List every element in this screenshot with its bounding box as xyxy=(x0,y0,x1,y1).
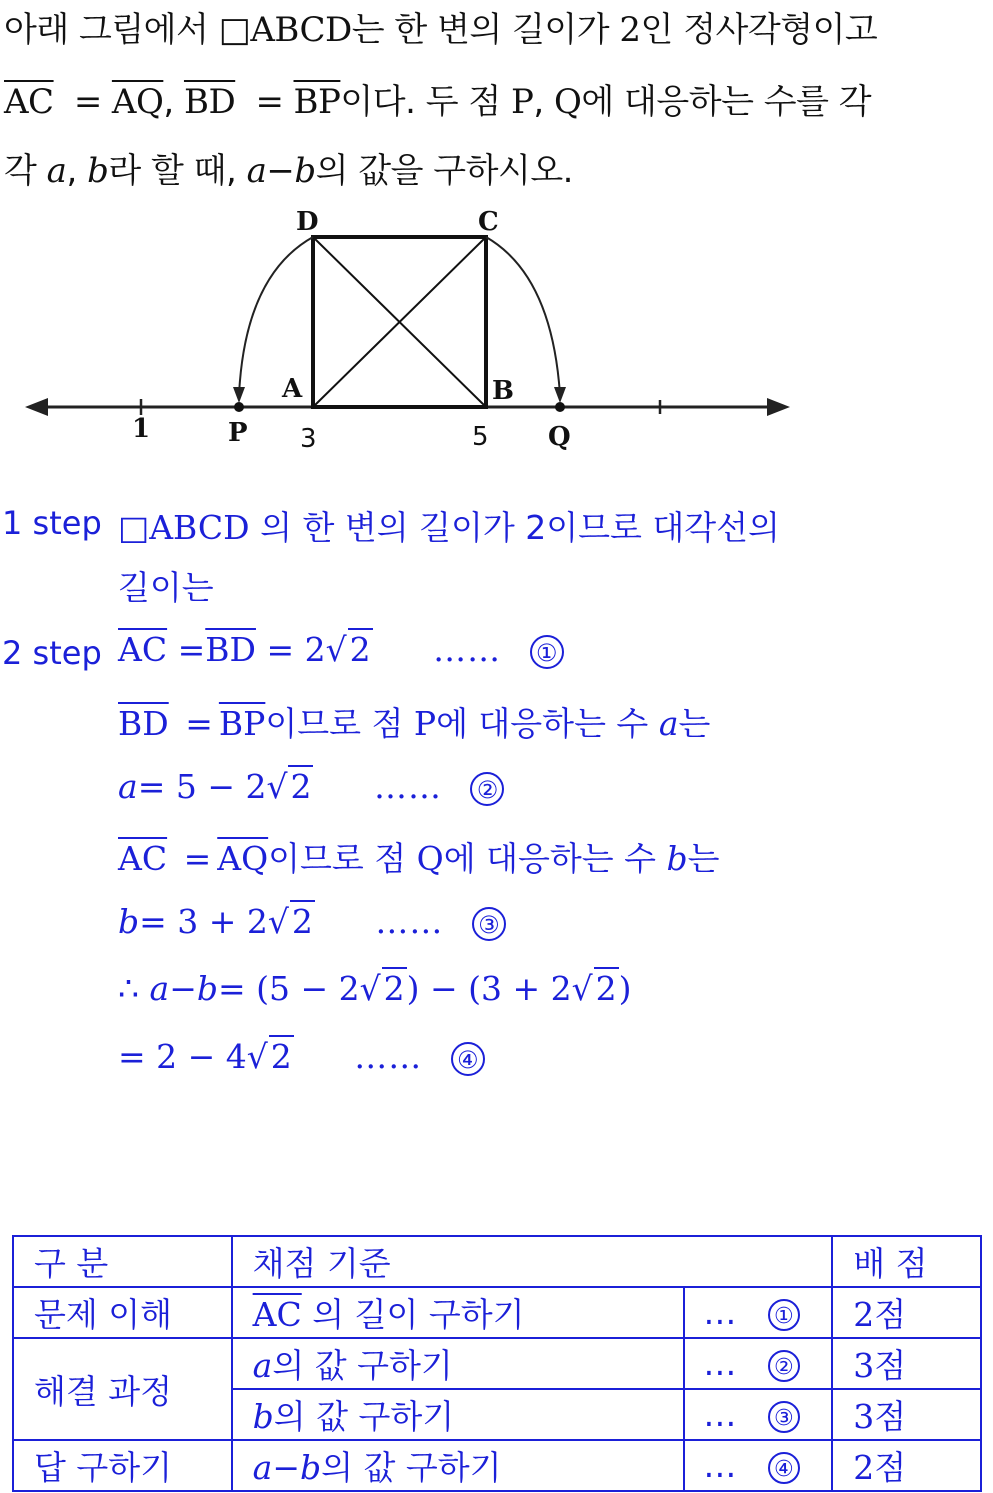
header-points: 배 점 xyxy=(832,1236,981,1287)
segment-bd: $\overline{BD}$ xyxy=(205,630,256,669)
ellipsis: …… xyxy=(354,1037,423,1076)
ellipsis: …… xyxy=(375,902,444,941)
row-criteria xyxy=(232,1389,685,1440)
row-mark xyxy=(684,1440,832,1491)
equals-sign: = xyxy=(73,82,102,122)
arc-c-to-q xyxy=(486,237,560,395)
mark-1: ① xyxy=(768,1299,800,1331)
solution-eq-final xyxy=(118,1035,485,1076)
radicand: 2 xyxy=(291,902,313,941)
expression: = (5 − 2 xyxy=(217,969,360,1008)
arc-d-to-p xyxy=(239,237,313,395)
table-header-row xyxy=(13,1236,981,1287)
ellipsis: …… xyxy=(373,767,442,806)
row-points: 2점 xyxy=(832,1440,981,1491)
mark-2: ② xyxy=(768,1350,800,1382)
var-b: b xyxy=(196,969,218,1008)
row-category: 해결 과정 xyxy=(13,1338,232,1440)
expression: = 3 + 2 xyxy=(139,902,268,941)
solution-eq-diff xyxy=(118,967,632,1008)
mark-3: ③ xyxy=(472,907,506,941)
problem-text: 인 정사각형이고 xyxy=(640,10,878,50)
comma: , xyxy=(66,151,77,191)
arc-arrow-q-icon xyxy=(554,387,566,403)
radicand: 2 xyxy=(349,630,371,669)
ellipsis: …… xyxy=(433,630,502,669)
label-c: C xyxy=(478,207,499,237)
equals-sign: = xyxy=(183,839,212,878)
point-q: Q xyxy=(554,82,582,122)
tick-label-1: 1 xyxy=(132,414,151,444)
solution-line-bp xyxy=(118,698,710,745)
label-q: Q xyxy=(548,422,571,452)
criteria-text: 의 값 구하기 xyxy=(321,1448,502,1487)
sqrt-icon: √2 xyxy=(266,767,312,806)
var-a: a xyxy=(149,969,170,1008)
expression: ) xyxy=(618,969,632,1008)
segment-ac: $\overline{AC}$ xyxy=(118,839,168,878)
solution-eq-a xyxy=(118,765,504,806)
segment-bp: $\overline{BP}$ xyxy=(218,704,266,743)
sqrt-icon: √2 xyxy=(571,969,617,1008)
point-p-dot xyxy=(234,402,244,412)
table-row xyxy=(13,1287,981,1338)
mark-2: ② xyxy=(470,772,504,806)
ellipsis: … xyxy=(703,1293,737,1332)
row-category: 답 구하기 xyxy=(13,1440,232,1491)
row-points: 3점 xyxy=(832,1338,981,1389)
minus-sign: − xyxy=(272,1448,300,1487)
problem-text: 라 할 때, xyxy=(108,151,247,191)
label-p: P xyxy=(228,418,248,448)
var-a: a xyxy=(252,1448,273,1487)
sqrt-icon: √2 xyxy=(246,1037,292,1076)
mark-3: ③ xyxy=(768,1401,800,1433)
point-q: Q xyxy=(416,839,444,878)
minus-sign: − xyxy=(169,969,197,1008)
row-points: 3점 xyxy=(832,1389,981,1440)
side-length: 2 xyxy=(619,10,641,50)
solution-text: 의 한 변의 길이가 2이므로 대각선의 xyxy=(260,508,780,547)
equals-sign: = xyxy=(185,704,213,743)
segment-ac: $\overline{AC}$ xyxy=(252,1295,302,1334)
solution-text: 에 대응하는 수 xyxy=(443,839,667,878)
expression: = 2 xyxy=(266,630,326,669)
mark-1: ① xyxy=(530,635,564,669)
var-a: a xyxy=(658,704,679,743)
row-criteria xyxy=(232,1287,685,1338)
problem-line-1 xyxy=(4,2,877,51)
solution-text: 는 xyxy=(687,839,720,878)
var-a: a xyxy=(46,151,67,191)
radicand: 2 xyxy=(290,767,312,806)
segment-bd: $\overline{BD}$ xyxy=(118,704,169,743)
number-line-figure xyxy=(0,195,820,465)
row-mark xyxy=(684,1287,832,1338)
comma: , xyxy=(533,82,544,122)
expression: ) − (3 + 2 xyxy=(406,969,572,1008)
criteria-text: 의 길이 구하기 xyxy=(301,1295,525,1334)
solution-text: 에 대응하는 수 xyxy=(436,704,659,743)
label-a: A xyxy=(282,374,303,404)
solution-text: 는 xyxy=(678,704,711,743)
problem-text: 의 값을 구하시오. xyxy=(315,151,573,191)
label-b: B xyxy=(492,376,514,406)
tick-label-5: 5 xyxy=(472,422,489,452)
therefore-icon: ∴ xyxy=(118,969,139,1008)
equals-sign: = xyxy=(177,630,206,669)
ellipsis: … xyxy=(703,1344,737,1383)
var-b: b xyxy=(666,839,688,878)
solution-step1-line2: 길이는 xyxy=(118,568,214,607)
point-q-dot xyxy=(555,402,565,412)
problem-text: 이다. 두 점 xyxy=(340,82,511,122)
step-2-label: 2 step xyxy=(2,634,102,672)
problem-line-3 xyxy=(4,143,573,192)
square-name: ABCD xyxy=(149,508,250,547)
row-category: 문제 이해 xyxy=(13,1287,232,1338)
square-symbol: □ xyxy=(118,508,150,547)
problem-text: 는 한 변의 길이가 xyxy=(351,10,620,50)
segment-ac: $\overline{AC}$ xyxy=(4,82,54,122)
mark-4: ④ xyxy=(768,1452,800,1484)
ellipsis: … xyxy=(703,1446,737,1485)
var-b: b xyxy=(294,151,316,191)
table-row xyxy=(13,1338,981,1389)
arc-arrow-p-icon xyxy=(233,387,245,403)
criteria-text: 의 값 구하기 xyxy=(273,1397,455,1436)
criteria-text: 의 값 구하기 xyxy=(272,1346,453,1385)
radicand: 2 xyxy=(595,969,617,1008)
var-a: a xyxy=(252,1346,273,1385)
var-a: a xyxy=(118,767,138,806)
solution-line-aq xyxy=(118,833,719,880)
solution-text: 이므로 점 xyxy=(265,704,414,743)
solution-step1-line1 xyxy=(118,502,780,549)
sqrt-icon: √2 xyxy=(325,630,371,669)
solution-text: 이므로 점 xyxy=(268,839,417,878)
square-name: ABCD xyxy=(250,10,352,50)
var-b: b xyxy=(118,902,140,941)
right-arrow-icon xyxy=(767,398,790,416)
point-p: P xyxy=(511,82,534,122)
row-points: 2점 xyxy=(832,1287,981,1338)
ellipsis: … xyxy=(703,1395,737,1434)
problem-text: 아래 그림에서 xyxy=(4,10,219,50)
grading-table xyxy=(12,1235,982,1492)
tick-label-3: 3 xyxy=(300,424,317,454)
minus-sign: − xyxy=(266,151,295,191)
left-arrow-icon xyxy=(25,398,48,416)
solution-eq-1 xyxy=(118,628,564,669)
segment-ac: $\overline{AC}$ xyxy=(118,630,168,669)
segment-aq: $\overline{AQ}$ xyxy=(111,82,164,122)
mark-4: ④ xyxy=(451,1042,485,1076)
var-b: b xyxy=(87,151,109,191)
equals-sign: = xyxy=(255,82,284,122)
point-p: P xyxy=(413,704,437,743)
header-criteria: 채점 기준 xyxy=(232,1236,833,1287)
var-b: b xyxy=(252,1397,274,1436)
comma: , xyxy=(163,82,174,122)
square-symbol: □ xyxy=(218,10,251,50)
sqrt-icon: √2 xyxy=(359,969,405,1008)
header-category: 구 분 xyxy=(13,1236,232,1287)
problem-text: 각 xyxy=(4,151,47,191)
row-mark xyxy=(684,1338,832,1389)
radicand: 2 xyxy=(383,969,405,1008)
problem-text: 에 대응하는 수를 각 xyxy=(581,82,872,122)
problem-line-2 xyxy=(4,74,871,123)
segment-aq: $\overline{AQ}$ xyxy=(217,839,269,878)
expression: = 5 − 2 xyxy=(137,767,267,806)
table-row xyxy=(13,1440,981,1491)
var-a: a xyxy=(246,151,267,191)
segment-bp: $\overline{BP}$ xyxy=(293,82,341,122)
var-b: b xyxy=(299,1448,322,1487)
row-criteria xyxy=(232,1338,685,1389)
solution-eq-b xyxy=(118,900,506,941)
expression: = 2 − 4 xyxy=(118,1037,247,1076)
radicand: 2 xyxy=(270,1037,292,1076)
row-criteria xyxy=(232,1440,685,1491)
label-d: D xyxy=(296,207,319,237)
segment-bd: $\overline{BD}$ xyxy=(183,82,236,122)
row-mark xyxy=(684,1389,832,1440)
step-1-label: 1 step xyxy=(2,504,102,542)
sqrt-icon: √2 xyxy=(267,902,313,941)
